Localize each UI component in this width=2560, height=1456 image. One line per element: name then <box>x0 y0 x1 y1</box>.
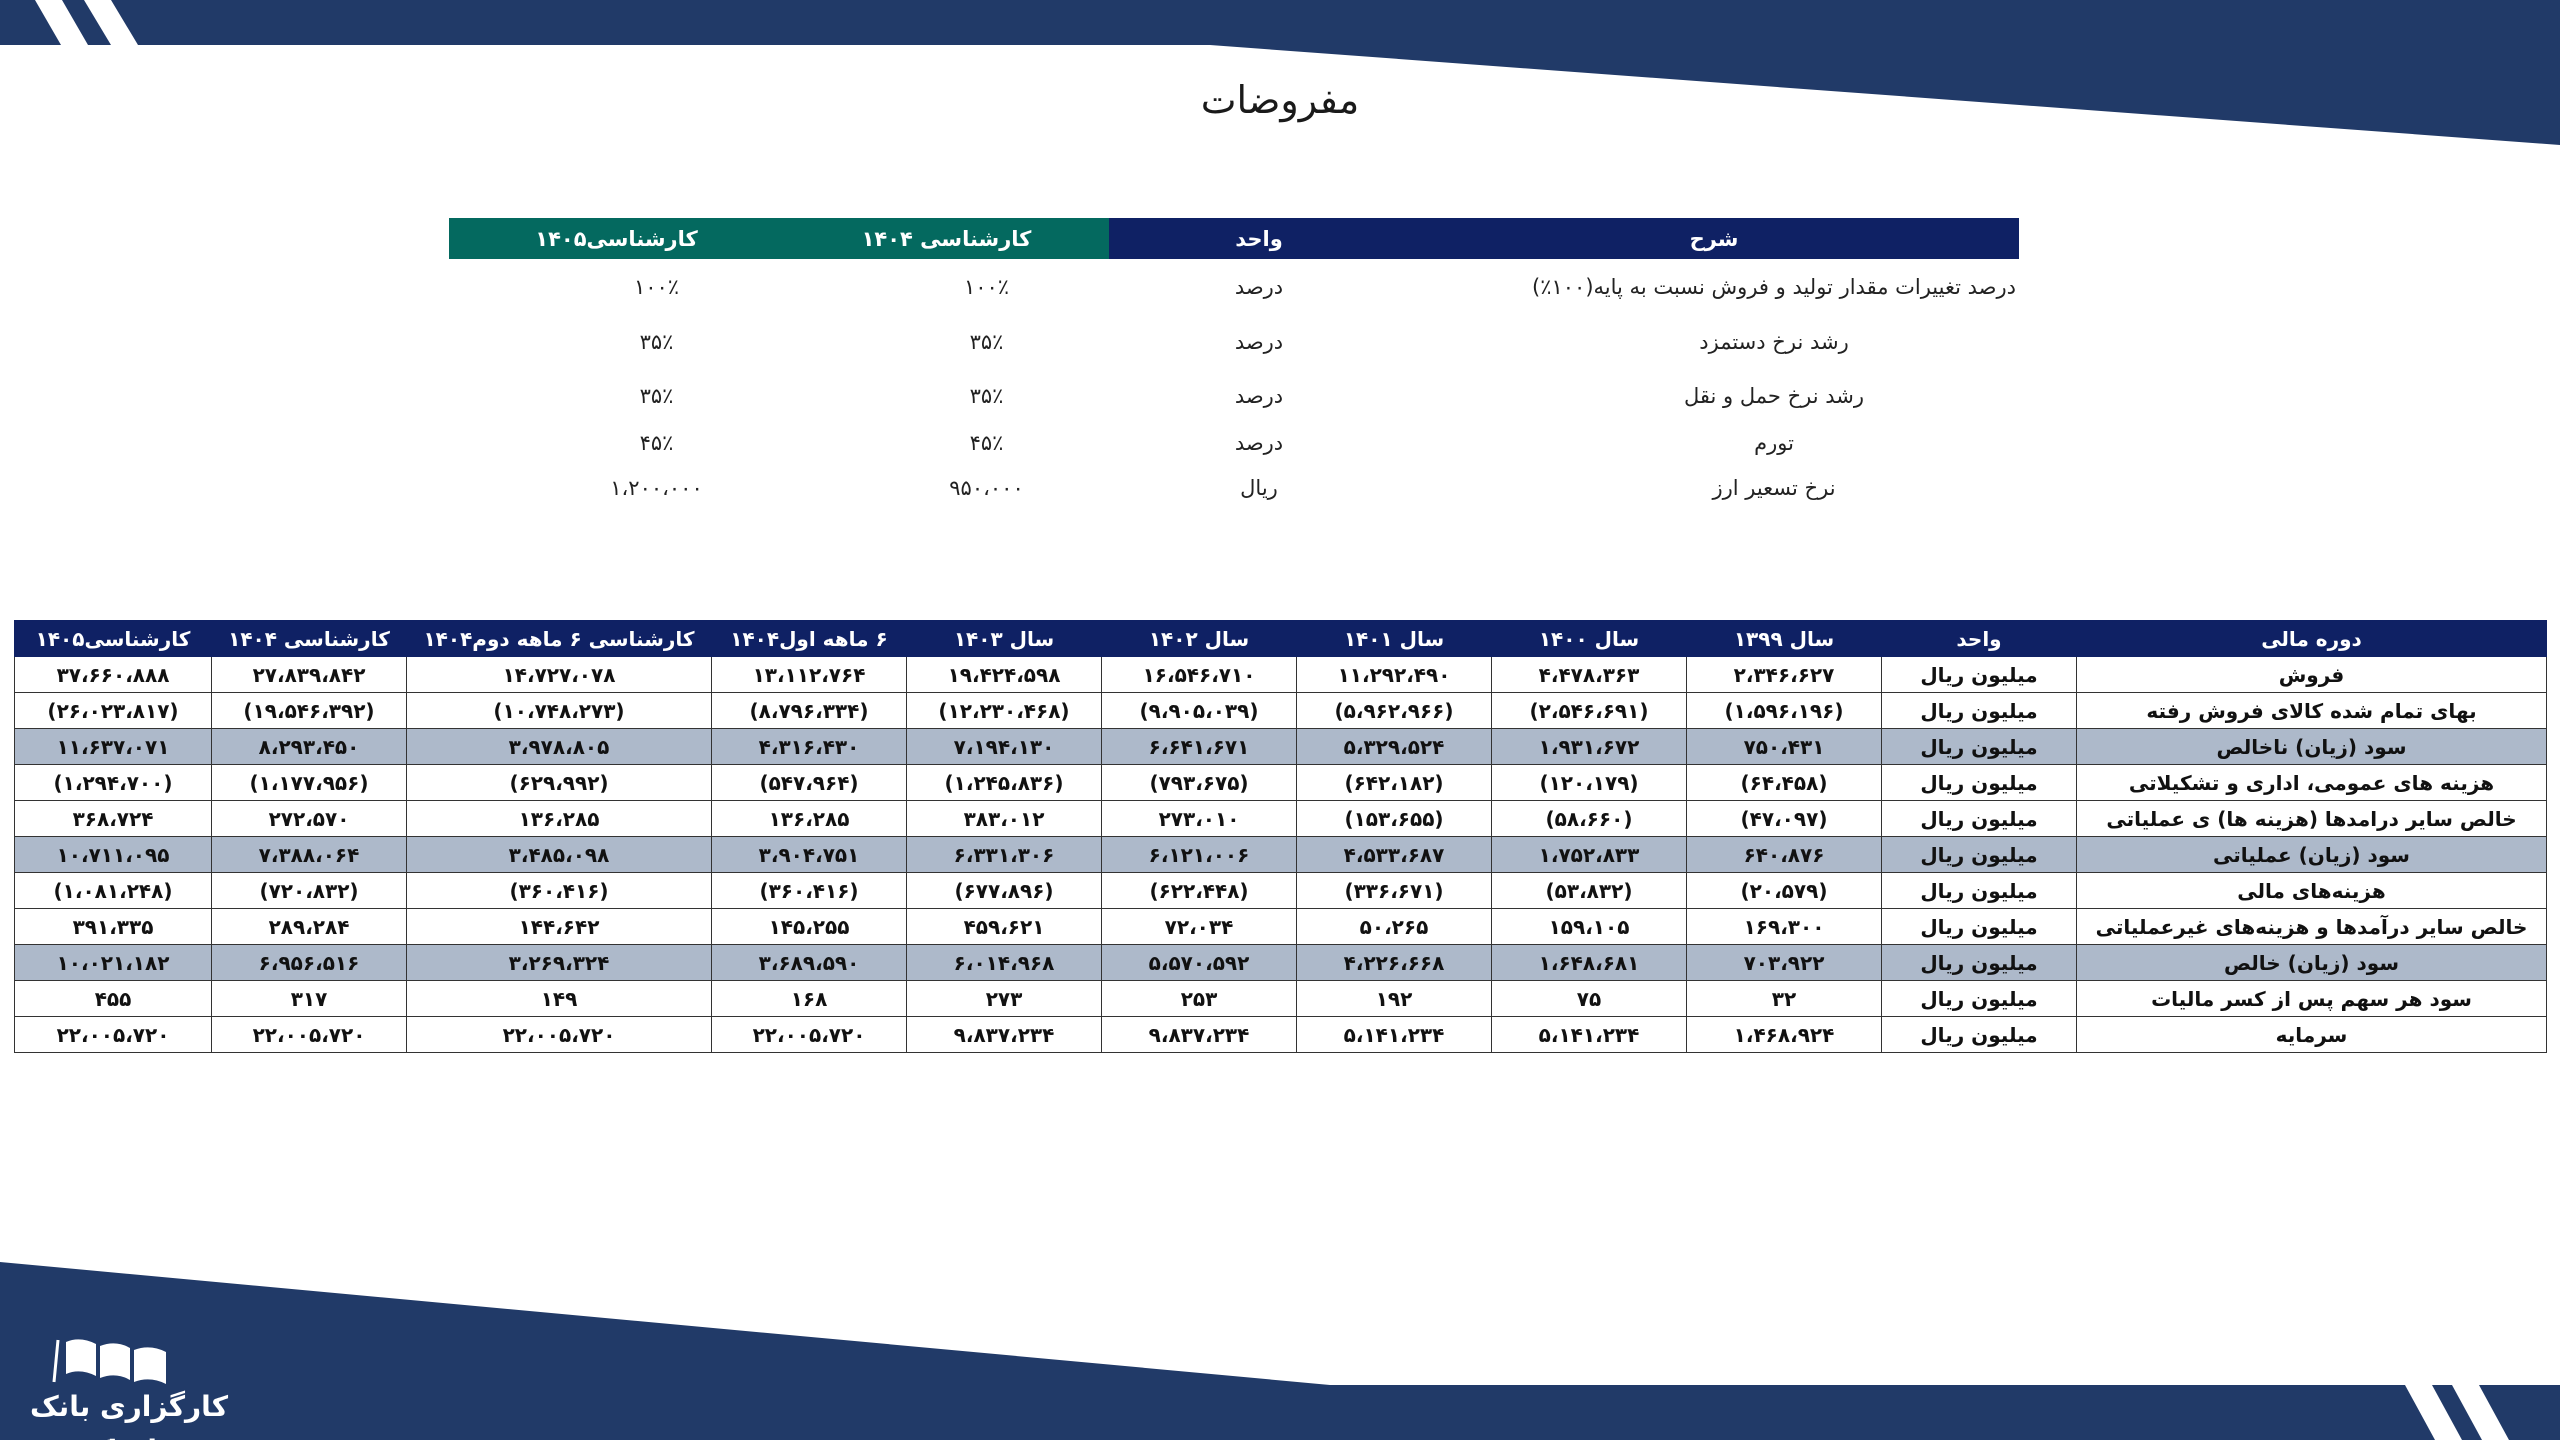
assumptions-header-row <box>449 218 2019 259</box>
table-cell: ۱۳،۱۱۲،۷۶۴ <box>712 657 907 693</box>
table-cell: (۳۶۰،۴۱۶) <box>407 873 712 909</box>
table-cell: ۷۵ <box>1492 981 1687 1017</box>
assumption-unit: درصد <box>1234 330 1284 354</box>
assumption-1405: ۱۰۰٪ <box>633 275 680 299</box>
table-cell: ۴،۲۲۶،۶۶۸ <box>1297 945 1492 981</box>
table-cell: (۵۸،۶۶۰) <box>1492 801 1687 837</box>
assumption-row <box>449 259 2019 315</box>
assumption-row <box>449 315 2019 369</box>
row-label: هزینه های عمومی، اداری و تشکیلاتی <box>2077 765 2547 801</box>
financials-header-cell: سال ۱۳۹۹ <box>1687 621 1882 657</box>
assumptions-table <box>449 218 2019 513</box>
table-cell: ۴۵۹،۶۲۱ <box>907 909 1102 945</box>
table-cell: ۱۴۴،۶۴۲ <box>407 909 712 945</box>
table-cell: (۱،۲۹۴،۷۰۰) <box>15 765 212 801</box>
financials-table <box>14 620 2547 1053</box>
table-row <box>15 945 2547 981</box>
assumption-desc: درصد تغییرات مقدار تولید و فروش نسبت به پایه(۱۰۰٪) <box>1532 275 2016 299</box>
table-cell: ۷،۱۹۴،۱۳۰ <box>907 729 1102 765</box>
table-cell: ۱۵۹،۱۰۵ <box>1492 909 1687 945</box>
table-cell: ۱۰،۷۱۱،۰۹۵ <box>15 837 212 873</box>
table-cell: ۴۵۵ <box>15 981 212 1017</box>
financials-header-cell: کارشناسی ۶ ماهه دوم۱۴۰۴ <box>407 621 712 657</box>
assumption-1405: ۳۵٪ <box>639 330 674 354</box>
table-row <box>15 909 2547 945</box>
table-cell: (۲،۵۴۶،۶۹۱) <box>1492 693 1687 729</box>
assumption-row <box>449 369 2019 423</box>
header-1405: کارشناسی۱۴۰۵ <box>449 218 784 259</box>
table-cell: ۷۵۰،۴۳۱ <box>1687 729 1882 765</box>
table-cell: (۴۷،۰۹۷) <box>1687 801 1882 837</box>
table-cell: ۲۷۳،۰۱۰ <box>1102 801 1297 837</box>
financials-header-cell: سال ۱۴۰۳ <box>907 621 1102 657</box>
table-cell: (۱۰،۷۴۸،۲۷۳) <box>407 693 712 729</box>
table-cell: ۲۲،۰۰۵،۷۲۰ <box>15 1017 212 1053</box>
assumption-desc: رشد نرخ دستمزد <box>1699 330 1849 354</box>
table-cell: ۵،۱۴۱،۲۳۴ <box>1297 1017 1492 1053</box>
table-cell: ۹،۸۳۷،۲۳۴ <box>1102 1017 1297 1053</box>
table-row <box>15 693 2547 729</box>
row-unit: میلیون ریال <box>1882 657 2077 693</box>
table-row <box>15 657 2547 693</box>
table-cell: (۶۲۲،۴۴۸) <box>1102 873 1297 909</box>
table-row <box>15 729 2547 765</box>
assumption-unit: درصد <box>1234 275 1284 299</box>
assumption-desc: تورم <box>1754 431 1794 455</box>
assumption-1404: ۹۵۰،۰۰۰ <box>949 476 1024 500</box>
table-cell: ۱۳۶،۲۸۵ <box>712 801 907 837</box>
row-unit: میلیون ریال <box>1882 729 2077 765</box>
table-cell: (۵۳،۸۳۲) <box>1492 873 1687 909</box>
assumption-unit: درصد <box>1234 384 1284 408</box>
table-cell: ۵،۱۴۱،۲۳۴ <box>1492 1017 1687 1053</box>
row-unit: میلیون ریال <box>1882 801 2077 837</box>
table-cell: (۱،۲۴۵،۸۳۶) <box>907 765 1102 801</box>
row-label: خالص سایر درآمدها و هزینه‌های غیرعملیاتی <box>2077 909 2547 945</box>
table-cell: ۱،۷۵۲،۸۳۳ <box>1492 837 1687 873</box>
assumption-desc: نرخ تسعیر ارز <box>1712 476 1836 500</box>
financials-header-cell: سال ۱۴۰۲ <box>1102 621 1297 657</box>
page-title: مفروضات <box>1200 78 1360 122</box>
table-cell: ۱۹،۴۲۴،۵۹۸ <box>907 657 1102 693</box>
table-cell: ۴،۴۷۸،۳۶۳ <box>1492 657 1687 693</box>
table-cell: ۸،۲۹۳،۴۵۰ <box>212 729 407 765</box>
financials-header-cell: سال ۱۴۰۱ <box>1297 621 1492 657</box>
assumption-unit: ریال <box>1240 476 1278 500</box>
table-cell: ۱۱،۲۹۲،۴۹۰ <box>1297 657 1492 693</box>
financials-header-cell: واحد <box>1882 621 2077 657</box>
table-cell: ۳۱۷ <box>212 981 407 1017</box>
table-cell: ۱،۴۶۸،۹۲۴ <box>1687 1017 1882 1053</box>
assumption-1404: ۳۵٪ <box>969 330 1004 354</box>
table-cell: ۶،۳۳۱،۳۰۶ <box>907 837 1102 873</box>
table-cell: ۳،۴۸۵،۰۹۸ <box>407 837 712 873</box>
financials-header-row <box>15 621 2547 657</box>
table-cell: ۱۶۹،۳۰۰ <box>1687 909 1882 945</box>
assumptions-body <box>449 259 2019 513</box>
row-label: سرمایه <box>2077 1017 2547 1053</box>
assumption-1404: ۱۰۰٪ <box>963 275 1010 299</box>
table-cell: ۲۷۲،۵۷۰ <box>212 801 407 837</box>
table-cell: (۶۴۲،۱۸۲) <box>1297 765 1492 801</box>
assumption-1405: ۳۵٪ <box>639 384 674 408</box>
assumption-1404: ۴۵٪ <box>969 431 1004 455</box>
table-cell: ۹،۸۳۷،۲۳۴ <box>907 1017 1102 1053</box>
row-label: خالص سایر درامدها (هزینه ها) ی عملیاتی <box>2077 801 2547 837</box>
table-cell: ۵،۵۷۰،۵۹۲ <box>1102 945 1297 981</box>
row-unit: میلیون ریال <box>1882 945 2077 981</box>
row-label: سود (زیان) ناخالص <box>2077 729 2547 765</box>
table-row <box>15 837 2547 873</box>
table-cell: (۱۲۰،۱۷۹) <box>1492 765 1687 801</box>
table-cell: (۶۴،۴۵۸) <box>1687 765 1882 801</box>
table-cell: ۴،۳۱۶،۴۳۰ <box>712 729 907 765</box>
table-cell: ۳۹۱،۳۳۵ <box>15 909 212 945</box>
table-cell: (۲۰،۵۷۹) <box>1687 873 1882 909</box>
table-cell: ۱،۹۳۱،۶۷۲ <box>1492 729 1687 765</box>
table-cell: ۳۷،۶۶۰،۸۸۸ <box>15 657 212 693</box>
table-cell: ۶،۱۲۱،۰۰۶ <box>1102 837 1297 873</box>
row-unit: میلیون ریال <box>1882 765 2077 801</box>
top-banner <box>0 0 2560 145</box>
header-unit: واحد <box>1109 218 1409 259</box>
assumption-1405: ۱،۲۰۰،۰۰۰ <box>610 476 703 500</box>
table-cell: (۱۲،۲۳۰،۴۶۸) <box>907 693 1102 729</box>
row-unit: میلیون ریال <box>1882 873 2077 909</box>
financials-header-cell: دوره مالی <box>2077 621 2547 657</box>
table-cell: ۳۲ <box>1687 981 1882 1017</box>
table-cell: ۷،۳۸۸،۰۶۴ <box>212 837 407 873</box>
table-cell: ۵۰،۲۶۵ <box>1297 909 1492 945</box>
table-cell: (۱،۱۷۷،۹۵۶) <box>212 765 407 801</box>
table-cell: (۳۶۰،۴۱۶) <box>712 873 907 909</box>
table-cell: ۲۸۹،۲۸۴ <box>212 909 407 945</box>
assumption-unit: درصد <box>1234 431 1284 455</box>
table-row <box>15 801 2547 837</box>
table-cell: ۱۰،۰۲۱،۱۸۲ <box>15 945 212 981</box>
table-cell: ۲۵۳ <box>1102 981 1297 1017</box>
table-cell: ۱۱،۶۳۷،۰۷۱ <box>15 729 212 765</box>
row-unit: میلیون ریال <box>1882 693 2077 729</box>
logo-text: کارگزاری بانک سپه <box>30 1390 228 1456</box>
table-cell: ۱،۶۴۸،۶۸۱ <box>1492 945 1687 981</box>
table-cell: ۱۶،۵۴۶،۷۱۰ <box>1102 657 1297 693</box>
table-cell: (۶۲۹،۹۹۲) <box>407 765 712 801</box>
table-cell: ۵،۳۲۹،۵۲۴ <box>1297 729 1492 765</box>
row-label: سود (زیان) عملیاتی <box>2077 837 2547 873</box>
table-cell: (۷۹۳،۶۷۵) <box>1102 765 1297 801</box>
table-cell: ۶۴۰،۸۷۶ <box>1687 837 1882 873</box>
table-cell: ۲۲،۰۰۵،۷۲۰ <box>212 1017 407 1053</box>
table-cell: ۳۶۸،۷۲۴ <box>15 801 212 837</box>
table-cell: ۶،۰۱۴،۹۶۸ <box>907 945 1102 981</box>
table-cell: ۱۹۲ <box>1297 981 1492 1017</box>
row-label: سود هر سهم پس از کسر مالیات <box>2077 981 2547 1017</box>
table-row <box>15 765 2547 801</box>
table-cell: ۶،۶۴۱،۶۷۱ <box>1102 729 1297 765</box>
table-cell: ۳،۹۰۴،۷۵۱ <box>712 837 907 873</box>
table-row <box>15 873 2547 909</box>
table-cell: ۷۲،۰۳۴ <box>1102 909 1297 945</box>
table-cell: (۸،۷۹۶،۳۳۴) <box>712 693 907 729</box>
table-cell: ۲،۳۴۶،۶۲۷ <box>1687 657 1882 693</box>
table-cell: (۷۲۰،۸۳۲) <box>212 873 407 909</box>
financials-header-cell: ۶ ماهه اول۱۴۰۴ <box>712 621 907 657</box>
table-cell: (۱۵۳،۶۵۵) <box>1297 801 1492 837</box>
bottom-banner <box>0 1262 2560 1440</box>
table-row <box>15 981 2547 1017</box>
table-cell: ۱۶۸ <box>712 981 907 1017</box>
row-label: بهای تمام شده کالای فروش رفته <box>2077 693 2547 729</box>
financials-header-cell: سال ۱۴۰۰ <box>1492 621 1687 657</box>
table-cell: ۳،۹۷۸،۸۰۵ <box>407 729 712 765</box>
assumption-1404: ۳۵٪ <box>969 384 1004 408</box>
table-cell: ۱۳۶،۲۸۵ <box>407 801 712 837</box>
table-cell: ۶،۹۵۶،۵۱۶ <box>212 945 407 981</box>
table-cell: ۱۴۹ <box>407 981 712 1017</box>
table-cell: ۲۷۳ <box>907 981 1102 1017</box>
table-cell: ۷۰۳،۹۲۲ <box>1687 945 1882 981</box>
table-cell: (۶۷۷،۸۹۶) <box>907 873 1102 909</box>
assumption-row <box>449 463 2019 513</box>
financials-body <box>15 657 2547 1053</box>
table-cell: ۴،۵۳۳،۶۸۷ <box>1297 837 1492 873</box>
table-cell: ۲۷،۸۳۹،۸۴۲ <box>212 657 407 693</box>
table-cell: ۲۲،۰۰۵،۷۲۰ <box>407 1017 712 1053</box>
row-unit: میلیون ریال <box>1882 981 2077 1017</box>
header-1404: کارشناسی ۱۴۰۴ <box>784 218 1109 259</box>
row-unit: میلیون ریال <box>1882 1017 2077 1053</box>
table-cell: ۳،۲۶۹،۳۲۴ <box>407 945 712 981</box>
table-cell: (۵۴۷،۹۶۴) <box>712 765 907 801</box>
table-row <box>15 1017 2547 1053</box>
row-label: فروش <box>2077 657 2547 693</box>
assumption-desc: رشد نرخ حمل و نقل <box>1684 384 1864 408</box>
table-cell: ۲۲،۰۰۵،۷۲۰ <box>712 1017 907 1053</box>
table-cell: (۳۳۶،۶۷۱) <box>1297 873 1492 909</box>
table-cell: (۹،۹۰۵،۰۳۹) <box>1102 693 1297 729</box>
assumption-row <box>449 423 2019 463</box>
table-cell: ۳،۶۸۹،۵۹۰ <box>712 945 907 981</box>
financials-header-cell: کارشناسی ۱۴۰۴ <box>212 621 407 657</box>
row-label: سود (زیان) خالص <box>2077 945 2547 981</box>
assumption-1405: ۴۵٪ <box>639 431 674 455</box>
table-cell: (۲۶،۰۲۳،۸۱۷) <box>15 693 212 729</box>
table-cell: ۱۴۵،۲۵۵ <box>712 909 907 945</box>
table-cell: (۵،۹۶۲،۹۶۶) <box>1297 693 1492 729</box>
row-unit: میلیون ریال <box>1882 909 2077 945</box>
header-desc: شرح <box>1409 218 2019 259</box>
table-cell: ۳۸۳،۰۱۲ <box>907 801 1102 837</box>
row-unit: میلیون ریال <box>1882 837 2077 873</box>
financials-header-cell: کارشناسی۱۴۰۵ <box>15 621 212 657</box>
table-cell: (۱۹،۵۴۶،۳۹۲) <box>212 693 407 729</box>
table-cell: (۱،۵۹۶،۱۹۶) <box>1687 693 1882 729</box>
row-label: هزینه‌های مالی <box>2077 873 2547 909</box>
table-cell: ۱۴،۷۲۷،۰۷۸ <box>407 657 712 693</box>
table-cell: (۱،۰۸۱،۲۴۸) <box>15 873 212 909</box>
